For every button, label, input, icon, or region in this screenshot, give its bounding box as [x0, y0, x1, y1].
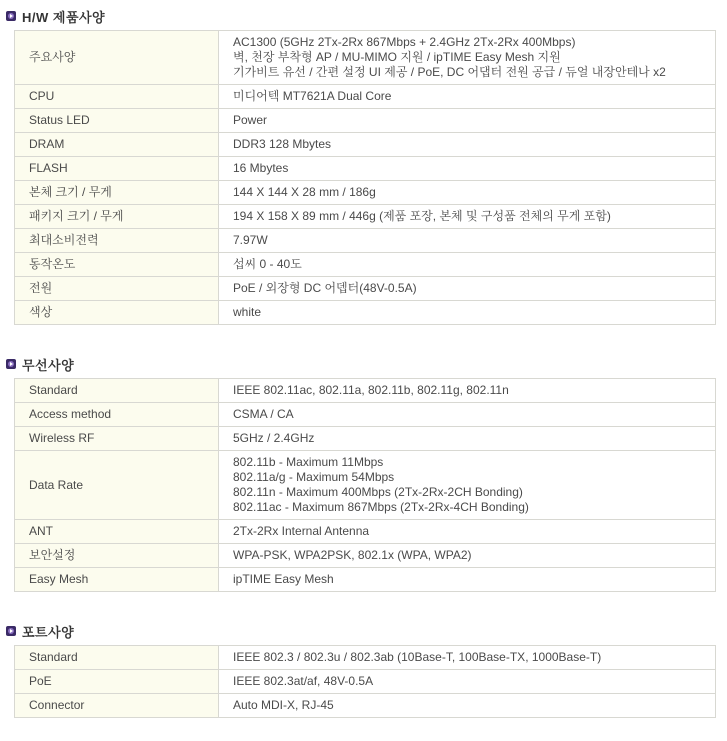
table-row — [15, 427, 716, 451]
table-row — [15, 568, 716, 592]
spec-section-0 — [6, 8, 727, 325]
spec-section-1 — [6, 356, 727, 592]
table-row — [15, 694, 716, 718]
row-label: Status LED — [15, 109, 219, 133]
row-label: PoE — [15, 670, 219, 694]
value-line: 섭씨 0 - 40도 — [233, 257, 302, 271]
spec-table-body — [15, 31, 716, 325]
spec-table-body — [15, 646, 716, 718]
table-row — [15, 229, 716, 253]
row-label: Data Rate — [15, 451, 219, 520]
row-value — [219, 694, 716, 718]
section-header — [6, 356, 727, 372]
row-label: 색상 — [15, 301, 219, 325]
value-line: PoE / 외장형 DC 어뎁터(48V-0.5A) — [233, 281, 417, 295]
row-label: CPU — [15, 85, 219, 109]
table-row — [15, 85, 716, 109]
row-value — [219, 427, 716, 451]
table-row — [15, 31, 716, 85]
value-line: IEEE 802.11ac, 802.11a, 802.11b, 802.11g, 802.11n — [233, 383, 509, 397]
table-row — [15, 301, 716, 325]
row-label: Connector — [15, 694, 219, 718]
section-header — [6, 623, 727, 639]
value-line: 기가비트 유선 / 간편 설정 UI 제공 / PoE, DC 어댑터 전원 공급 / 듀얼 내장안테나 x2 — [233, 65, 666, 79]
value-line: AC1300 (5GHz 2Tx-2Rx 867Mbps + 2.4GHz 2Tx-2Rx 400Mbps) — [233, 35, 576, 49]
row-label: FLASH — [15, 157, 219, 181]
row-value — [219, 646, 716, 670]
row-value — [219, 85, 716, 109]
row-label: Standard — [15, 646, 219, 670]
value-line: IEEE 802.3at/af, 48V-0.5A — [233, 674, 374, 688]
row-value — [219, 301, 716, 325]
row-value — [219, 157, 716, 181]
value-line: CSMA / CA — [233, 407, 294, 421]
row-label: 최대소비전력 — [15, 229, 219, 253]
spec-sections-container — [6, 8, 727, 718]
value-line: 벽, 천장 부착형 AP / MU-MIMO 지원 / ipTIME Easy Mesh 지원 — [233, 50, 561, 64]
value-line: 2Tx-2Rx Internal Antenna — [233, 524, 370, 538]
table-row — [15, 670, 716, 694]
spec-table — [14, 645, 716, 718]
row-label: DRAM — [15, 133, 219, 157]
row-label: Standard — [15, 379, 219, 403]
value-line: IEEE 802.3 / 802.3u / 802.3ab (10Base-T, 100Base-TX, 1000Base-T) — [233, 650, 602, 664]
row-value — [219, 568, 716, 592]
row-value — [219, 544, 716, 568]
table-row — [15, 544, 716, 568]
row-value — [219, 253, 716, 277]
value-line: Power — [233, 113, 268, 127]
row-value — [219, 181, 716, 205]
spec-table-body — [15, 379, 716, 592]
row-value — [219, 670, 716, 694]
spec-table — [14, 378, 716, 592]
section-bullet-icon — [6, 359, 16, 369]
row-value — [219, 109, 716, 133]
value-line: 802.11n - Maximum 400Mbps (2Tx-2Rx-2CH Bonding) — [233, 485, 523, 499]
table-row — [15, 205, 716, 229]
value-line: 802.11a/g - Maximum 54Mbps — [233, 470, 395, 484]
row-label: 보안설정 — [15, 544, 219, 568]
value-line: 미디어텍 MT7621A Dual Core — [233, 89, 392, 103]
section-bullet-icon — [6, 11, 16, 21]
row-value — [219, 133, 716, 157]
play-arrow-icon — [8, 628, 14, 634]
section-title: 무선사양 — [22, 357, 75, 373]
table-row — [15, 520, 716, 544]
row-label: 주요사양 — [15, 31, 219, 85]
section-title: 포트사양 — [22, 624, 75, 640]
row-value — [219, 403, 716, 427]
spec-section-2 — [6, 623, 727, 718]
value-line: 7.97W — [233, 233, 268, 247]
row-value — [219, 379, 716, 403]
row-value — [219, 451, 716, 520]
value-line: ipTIME Easy Mesh — [233, 572, 334, 586]
table-row — [15, 646, 716, 670]
value-line: white — [233, 305, 262, 319]
table-row — [15, 277, 716, 301]
section-bullet-icon — [6, 626, 16, 636]
play-arrow-icon — [8, 361, 14, 367]
table-row — [15, 181, 716, 205]
table-row — [15, 379, 716, 403]
row-label: Wireless RF — [15, 427, 219, 451]
row-label: Access method — [15, 403, 219, 427]
row-label: 전원 — [15, 277, 219, 301]
row-value — [219, 520, 716, 544]
table-row — [15, 403, 716, 427]
row-value — [219, 277, 716, 301]
table-row — [15, 133, 716, 157]
section-header — [6, 8, 727, 24]
row-label: 본체 크기 / 무게 — [15, 181, 219, 205]
value-line: Auto MDI-X, RJ-45 — [233, 698, 334, 712]
value-line: 16 Mbytes — [233, 161, 289, 175]
row-label: 동작온도 — [15, 253, 219, 277]
row-label: ANT — [15, 520, 219, 544]
row-value — [219, 31, 716, 85]
play-arrow-icon — [8, 13, 14, 19]
row-label: Easy Mesh — [15, 568, 219, 592]
value-line: 802.11b - Maximum 11Mbps — [233, 455, 384, 469]
value-line: 144 X 144 X 28 mm / 186g — [233, 185, 376, 199]
table-row — [15, 157, 716, 181]
value-line: WPA-PSK, WPA2PSK, 802.1x (WPA, WPA2) — [233, 548, 472, 562]
row-value — [219, 229, 716, 253]
value-line: DDR3 128 Mbytes — [233, 137, 332, 151]
table-row — [15, 451, 716, 520]
spec-table — [14, 30, 716, 325]
table-row — [15, 253, 716, 277]
value-line: 5GHz / 2.4GHz — [233, 431, 315, 445]
row-label: 패키지 크기 / 무게 — [15, 205, 219, 229]
value-line: 802.11ac - Maximum 867Mbps (2Tx-2Rx-4CH Bonding) — [233, 500, 529, 514]
section-title: H/W 제품사양 — [22, 9, 106, 25]
value-line: 194 X 158 X 89 mm / 446g (제품 포장, 본체 및 구성품 전체의 무게 포함) — [233, 209, 611, 223]
row-value — [219, 205, 716, 229]
table-row — [15, 109, 716, 133]
